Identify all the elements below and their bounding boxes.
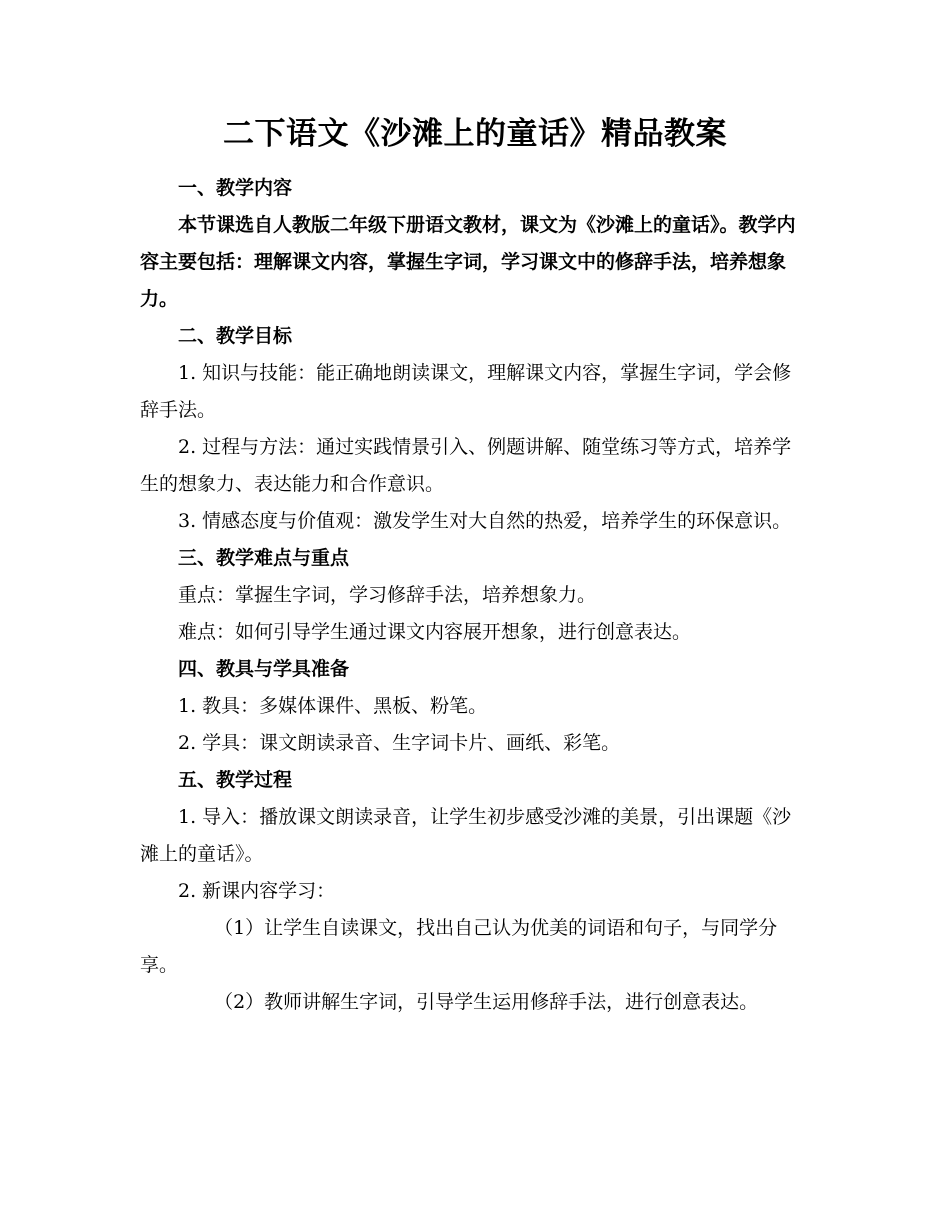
sub-paragraph: （2）教师讲解生字词，引导学生运用修辞手法，进行创意表达。	[214, 991, 759, 1013]
paragraph: 2. 过程与方法：通过实践情景引入、例题讲解、随堂练习等方式，培养学生的想象力、表达能力和合作意识。	[140, 436, 792, 495]
paragraph: 2. 新课内容学习：	[178, 880, 336, 902]
section-heading: 四、教具与学具准备	[178, 658, 350, 680]
paragraph: 1. 知识与技能：能正确地朗读课文，理解课文内容，掌握生字词，学会修辞手法。	[140, 362, 792, 421]
paragraph: 难点：如何引导学生通过课文内容展开想象，进行创意表达。	[178, 621, 692, 643]
section-heading: 五、教学过程	[178, 769, 293, 791]
paragraph: 1. 教具：多媒体课件、黑板、粉笔。	[178, 695, 488, 717]
document-title: 二下语文《沙滩上的童话》精品教案	[223, 116, 727, 152]
sub-paragraph: （1）让学生自读课文，找出自己认为优美的词语和句子，与同学分享。	[140, 917, 778, 976]
section-heading: 二、教学目标	[178, 325, 293, 347]
paragraph: 重点：掌握生字词，学习修辞手法，培养想象力。	[178, 584, 597, 606]
paragraph: 3. 情感态度与价值观：激发学生对大自然的热爱，培养学生的环保意识。	[178, 510, 792, 532]
section-heading: 一、教学内容	[178, 177, 293, 199]
paragraph: 2. 学具：课文朗读录音、生字词卡片、画纸、彩笔。	[178, 732, 621, 754]
section-heading: 三、教学难点与重点	[178, 547, 350, 569]
paragraph: 1. 导入：播放课文朗读录音，让学生初步感受沙滩的美景，引出课题《沙滩上的童话》。	[140, 806, 792, 865]
paragraph: 本节课选自人教版二年级下册语文教材，课文为《沙滩上的童话》。教学内容主要包括：理解课文内容，掌握生字词，学习课文中的修辞手法，培养想象力。	[140, 214, 796, 310]
